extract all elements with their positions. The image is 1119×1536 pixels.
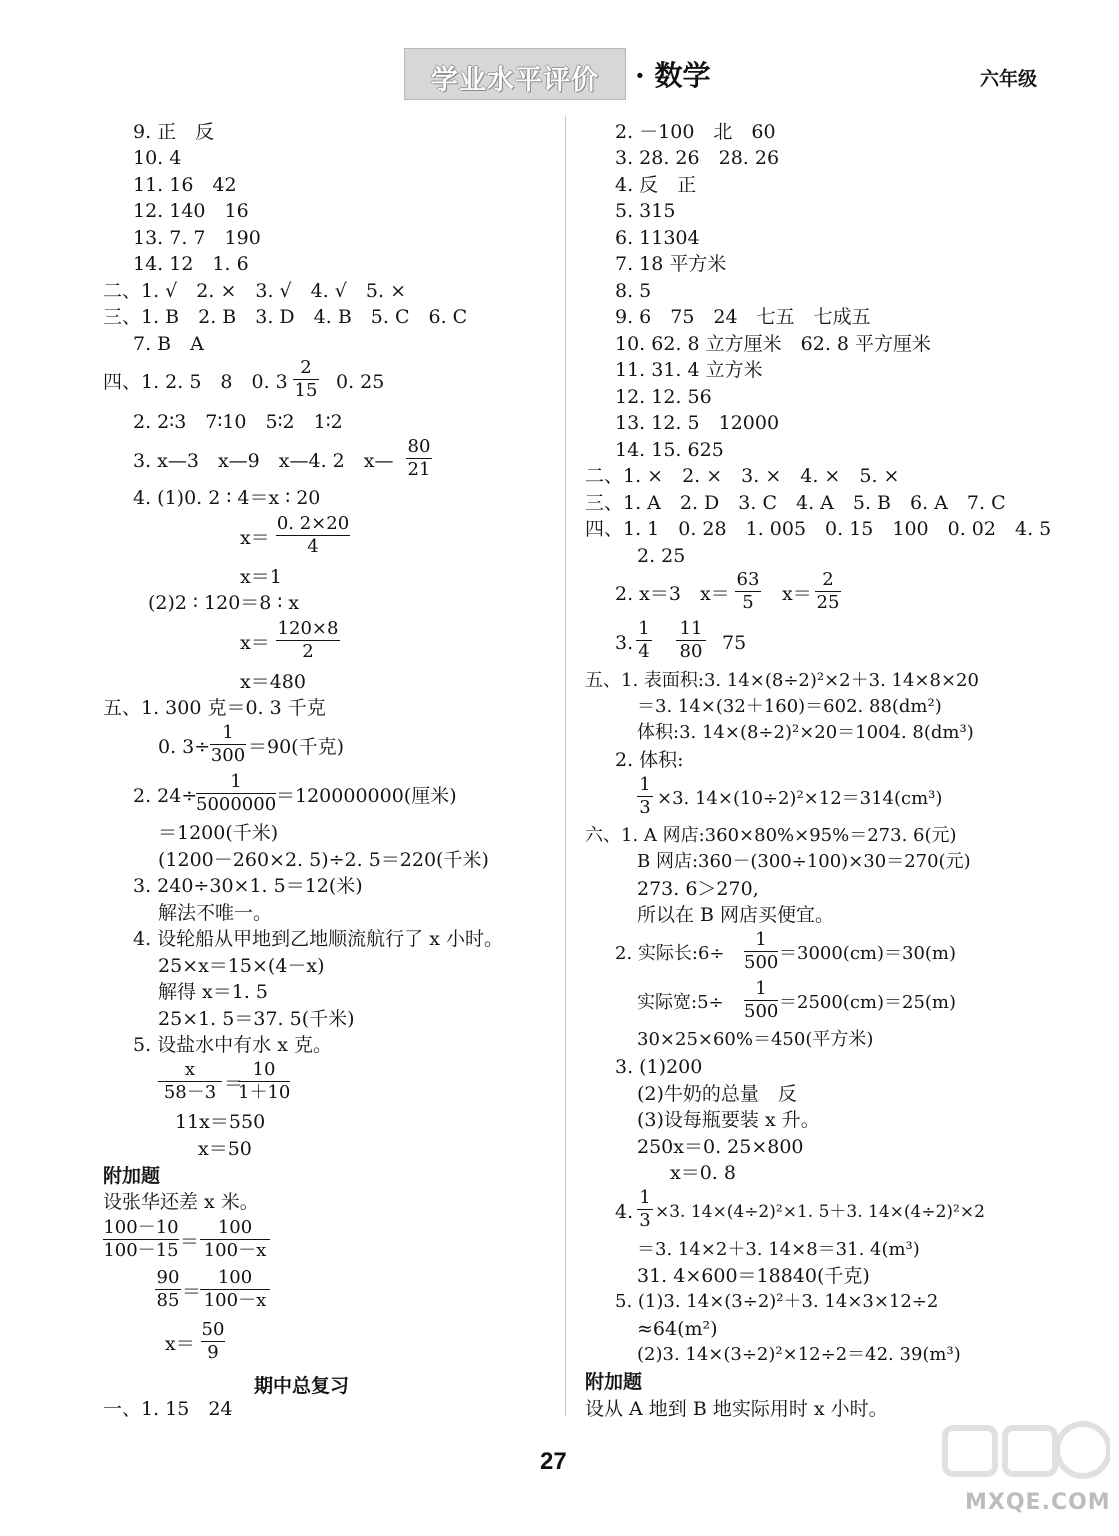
- answer-line: 4. 反 正: [615, 174, 697, 196]
- answer-line: 13. 7. 7 190: [133, 227, 261, 249]
- answer-line: 9. 6 75 24 七五 七成五: [615, 306, 871, 328]
- answer-line: 四、1. 1 0. 28 1. 005 0. 15 100 0. 02 4. 5: [585, 518, 1052, 540]
- answer-line: 273. 6＞270,: [637, 878, 759, 900]
- answer-line: 14. 12 1. 6: [133, 253, 249, 275]
- fraction: 100－10 100－15: [103, 1217, 179, 1261]
- watermark-text: MXQE.COM: [965, 1490, 1111, 1515]
- answer-line: 六、1. A 网店:360×80%×95%＝273. 6(元): [585, 825, 957, 846]
- answer-line: 25×x＝15×(4－x): [158, 955, 325, 977]
- header-subject: · 数学: [635, 59, 711, 92]
- answer-line: 3. 240÷30×1. 5＝12(米): [133, 875, 363, 897]
- answer-line: 10. 62. 8 立方厘米 62. 8 平方厘米: [615, 333, 932, 355]
- answer-line: 250x＝0. 25×800: [637, 1136, 804, 1158]
- answer-line: ＝1200(千米): [158, 822, 279, 844]
- answer-line: ＝2500(cm)＝25(m): [779, 992, 957, 1013]
- answer-line: 11. 31. 4 立方米: [615, 359, 763, 381]
- answer-line: 13. 12. 5 12000: [615, 412, 780, 434]
- fraction: 1 5000000: [196, 771, 277, 815]
- answer-line: 3.: [615, 632, 634, 654]
- answer-line: 75: [722, 632, 747, 654]
- answer-line: 2. 2∶3 7∶10 5∶2 1∶2: [133, 411, 343, 433]
- fraction: 100 100－x: [200, 1268, 270, 1311]
- answer-line: 3. 28. 26 28. 26: [615, 147, 780, 169]
- answer-line: (2)2 ∶ 120＝8 ∶ x: [148, 592, 300, 614]
- answer-line: (2)牛奶的总量 反: [637, 1083, 797, 1105]
- answer-line: 10. 4: [133, 147, 182, 169]
- fraction: 1 3: [637, 1188, 653, 1231]
- extra-title: 附加题: [103, 1165, 161, 1187]
- answer-line: 25×1. 5＝37. 5(千米): [158, 1008, 355, 1030]
- fraction: 1 300: [210, 722, 246, 766]
- extra-title: 附加题: [585, 1371, 643, 1393]
- fraction: 2 15: [294, 357, 318, 401]
- column-divider: [565, 116, 566, 1416]
- header-title-box: [404, 48, 626, 100]
- answer-line: x＝50: [198, 1138, 252, 1160]
- fraction: 1 3: [637, 775, 653, 818]
- fraction: 100 100－x: [200, 1218, 270, 1261]
- answer-line: 2. 24÷: [133, 785, 198, 807]
- answer-line: 9. 正 反: [133, 121, 215, 143]
- answer-line: 5. 315: [615, 200, 676, 222]
- fraction: 1 500: [744, 929, 779, 973]
- answer-line: x＝: [165, 1333, 195, 1355]
- fraction: 1 500: [744, 978, 779, 1022]
- answer-line: 11x＝550: [175, 1111, 266, 1133]
- answer-line: 设张华还差 x 米。: [103, 1191, 259, 1213]
- answer-line: 二、1. √ 2. × 3. √ 4. √ 5. ×: [103, 280, 406, 302]
- answer-line: x＝1: [240, 566, 282, 588]
- answer-line: x＝480: [240, 671, 306, 693]
- answer-line: x＝: [240, 632, 270, 654]
- answer-line: 12. 140 16: [133, 200, 249, 222]
- answer-line: x＝: [782, 583, 812, 605]
- answer-line: 4.: [615, 1201, 634, 1223]
- fraction: 120×8 2: [277, 618, 339, 662]
- answer-line: (3)设每瓶要装 x 升。: [637, 1109, 820, 1131]
- fraction: 0. 2×20 4: [276, 513, 350, 557]
- answer-line: ＝3. 14×(32＋160)＝602. 88(dm²): [637, 696, 942, 717]
- answer-line: ＝: [182, 1281, 202, 1303]
- answer-line: ＝90(千克): [248, 736, 345, 758]
- fraction: 50 9: [201, 1319, 225, 1363]
- page-number: 27: [540, 1448, 567, 1475]
- answer-line: ≈64(m²): [637, 1318, 718, 1340]
- fraction: 80 21: [407, 436, 431, 480]
- fraction: x 58－3: [158, 1060, 222, 1103]
- answer-line: ＝3. 14×2＋3. 14×8＝31. 4(m³): [637, 1239, 920, 1260]
- answer-line: 30×25×60%＝450(平方米): [637, 1029, 874, 1050]
- answer-line: x＝: [240, 527, 270, 549]
- answer-line: 7. 18 平方米: [615, 253, 727, 275]
- answer-line: 所以在 B 网店买便宜。: [637, 904, 835, 926]
- fraction: 63 5: [736, 569, 760, 613]
- answer-line: 12. 12. 56: [615, 386, 712, 408]
- answer-line: 三、1. B 2. B 3. D 4. B 5. C 6. C: [103, 306, 468, 328]
- answer-line: ＝3000(cm)＝30(m): [779, 943, 957, 964]
- answer-line: 4. 设轮船从甲地到乙地顺流航行了 x 小时。: [133, 928, 503, 950]
- answer-line: 8. 5: [615, 280, 652, 302]
- answer-line: 2. 体积:: [615, 749, 684, 771]
- answer-line: 11. 16 42: [133, 174, 237, 196]
- answer-line: 6. 11304: [615, 227, 700, 249]
- answer-line: 2. x＝3 x＝: [615, 583, 730, 605]
- fraction: 90 85: [156, 1267, 180, 1311]
- answer-line: ×3. 14×(10÷2)²×12＝314(cm³): [657, 788, 943, 809]
- answer-line: ＝: [180, 1231, 200, 1253]
- answer-line: 3. (1)200: [615, 1056, 703, 1078]
- answer-line: 解得 x＝1. 5: [158, 981, 269, 1003]
- fraction: 10 1＋10: [238, 1059, 291, 1103]
- answer-line: B 网店:360－(300÷100)×30＝270(元): [637, 851, 971, 872]
- section-title: 期中总复习: [254, 1375, 350, 1397]
- answer-line: 5. 设盐水中有水 x 克。: [133, 1034, 332, 1056]
- answer-line: 3. x—3 x—9 x—4. 2 x—: [133, 450, 394, 472]
- answer-line: 2. 25: [637, 545, 686, 567]
- answer-line: (2)3. 14×(3÷2)²×12÷2＝42. 39(m³): [637, 1344, 961, 1365]
- answer-line: 5. (1)3. 14×(3÷2)²＋3. 14×3×12÷2: [615, 1291, 939, 1312]
- answer-line: 三、1. A 2. D 3. C 4. A 5. B 6. A 7. C: [585, 492, 1006, 514]
- answer-line: ×3. 14×(4÷2)²×1. 5＋3. 14×(4÷2)²×2: [655, 1202, 985, 1222]
- answer-line: 2. －100 北 60: [615, 121, 776, 143]
- answer-line: 31. 4×600＝18840(千克): [637, 1265, 870, 1287]
- answer-line: 五、1. 表面积:3. 14×(8÷2)²×2＋3. 14×8×20: [585, 670, 979, 691]
- answer-line: ＝120000000(厘米): [276, 785, 457, 807]
- answer-line: 0. 25: [336, 371, 385, 393]
- fraction: 2 25: [816, 569, 840, 613]
- answer-line: x＝0. 8: [670, 1162, 736, 1184]
- answer-line: 解法不唯一。: [158, 902, 273, 924]
- answer-line: 14. 15. 625: [615, 439, 724, 461]
- answer-line: 0. 3÷: [158, 736, 211, 758]
- answer-line: 实际宽:5÷: [637, 992, 724, 1013]
- answer-line: 四、1. 2. 5 8 0. 3: [103, 371, 288, 393]
- answer-line: 设从 A 地到 B 地实际用时 x 小时。: [585, 1398, 888, 1420]
- fraction: 11 80: [676, 619, 706, 662]
- answer-line: 二、1. × 2. × 3. × 4. × 5. ×: [585, 465, 900, 487]
- header-title: 学业水平评价: [431, 65, 599, 96]
- fraction: 1 4: [636, 619, 652, 662]
- answer-line: 2. 实际长:6÷: [615, 943, 725, 964]
- answer-line: 体积:3. 14×(8÷2)²×20＝1004. 8(dm³): [637, 722, 974, 743]
- answer-line: 4. (1)0. 2 ∶ 4＝x ∶ 20: [133, 487, 321, 509]
- answer-line: 7. B A: [133, 333, 204, 355]
- answer-line: 一、1. 15 24: [103, 1398, 233, 1420]
- answer-line: ＝: [224, 1073, 244, 1095]
- answer-line: 五、1. 300 克＝0. 3 千克: [103, 697, 326, 719]
- answer-line: (1200－260×2. 5)÷2. 5＝220(千米): [158, 849, 489, 871]
- header-grade: 六年级: [980, 68, 1038, 90]
